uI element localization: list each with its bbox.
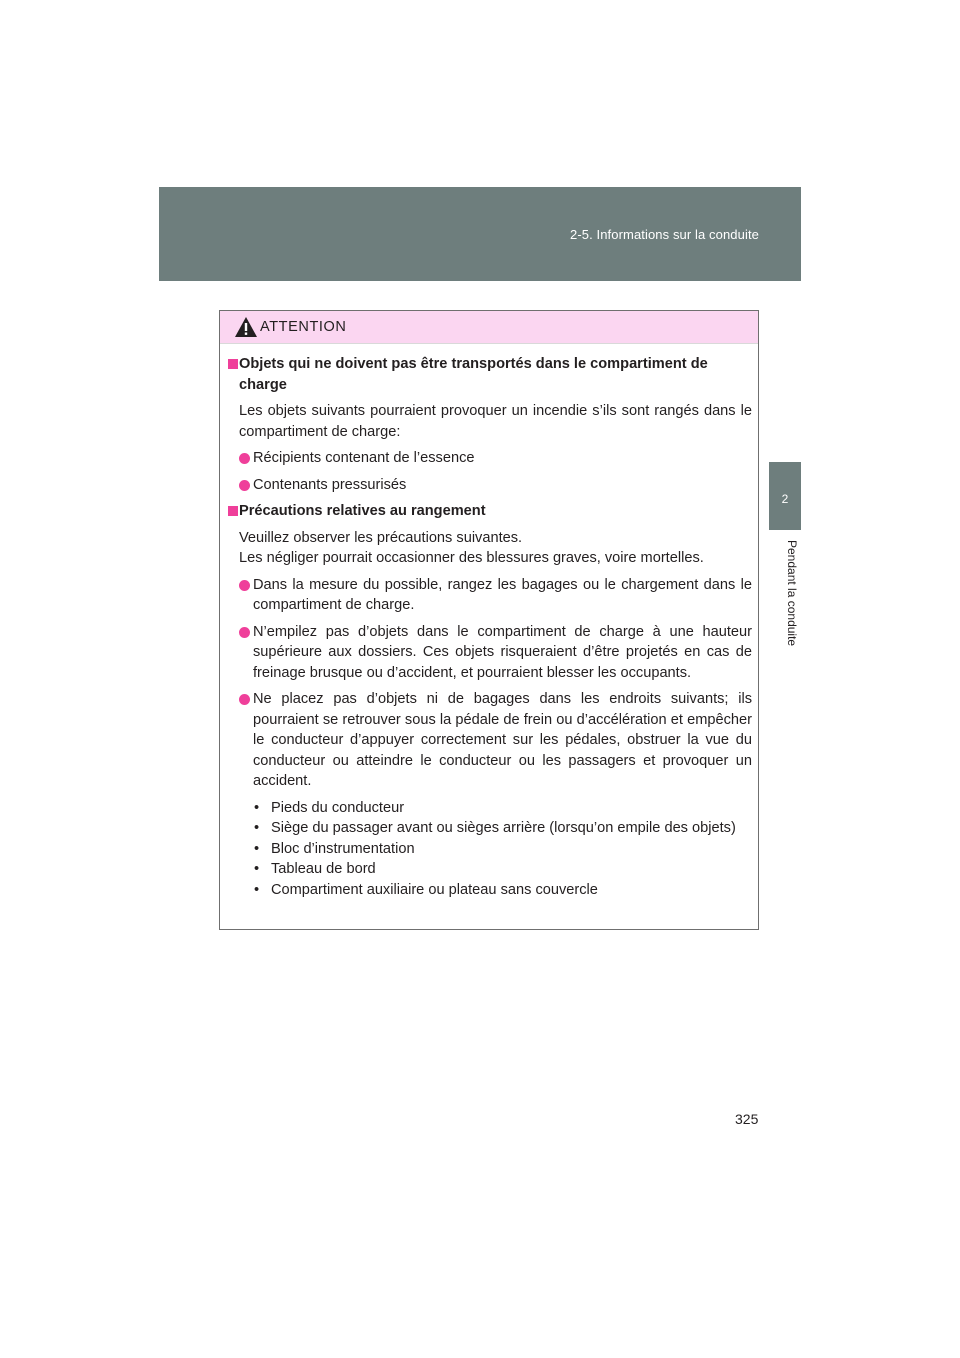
list-item: N’empilez pas d’objets dans le compartiment de charge à une hauteur supérieure aux dossiers. Ces objets risqueraient d’être projetés en cas de freinage brusque ou d’accident, et pourraient blesser les occupants. bbox=[228, 622, 752, 684]
circle-bullet-icon bbox=[239, 480, 250, 491]
sub-list-item: • Compartiment auxiliaire ou plateau sans couvercle bbox=[254, 881, 598, 898]
header-band bbox=[159, 187, 801, 281]
circle-bullet-icon bbox=[239, 580, 250, 591]
circle-bullet-icon bbox=[239, 627, 250, 638]
list-item: Dans la mesure du possible, rangez les bagages ou le chargement dans le compartiment de charge. bbox=[228, 575, 752, 616]
chapter-label-text: Pendant la conduite bbox=[785, 540, 799, 647]
section-heading: Précautions relatives au rangement bbox=[228, 501, 752, 522]
section-intro: Veuillez observer les précautions suivantes. Les négliger pourrait occasionner des blessures graves, voire mortelles. bbox=[239, 529, 704, 566]
circle-bullet-icon bbox=[239, 453, 250, 464]
list-item: Récipients contenant de l’essence bbox=[228, 448, 752, 469]
chapter-label bbox=[769, 540, 801, 690]
chapter-tab bbox=[769, 462, 801, 530]
square-bullet-icon bbox=[228, 506, 238, 516]
circle-bullet-icon bbox=[239, 694, 250, 705]
list-item: Contenants pressurisés bbox=[228, 475, 752, 496]
square-bullet-icon bbox=[228, 359, 238, 369]
sub-list-item: • Siège du passager avant ou sièges arrière (lorsqu’on empile des objets) bbox=[254, 820, 736, 836]
page-number: 325 bbox=[735, 1111, 759, 1127]
chapter-number: 2 bbox=[781, 492, 789, 506]
section-title: 2-5. Informations sur la conduite bbox=[569, 227, 759, 242]
warning-box bbox=[219, 310, 759, 930]
list-item: Ne placez pas d’objets ni de bagages dans les endroits suivants; ils pourraient se retrouver sous la pédale de frein ou d’accélération et empêcher le conducteur d’appuyer correctement sur les pédales, obstruer la vue du conducteur ou atteindre le conducteur ou les passagers et provoquer un accident. bbox=[228, 689, 752, 792]
sub-list-item: • Bloc d’instrumentation bbox=[254, 840, 415, 857]
section-intro: Les objets suivants pourraient provoquer un incendie s’ils sont rangés dans le compartiment de charge: bbox=[239, 403, 752, 440]
section-heading: Objets qui ne doivent pas être transportés dans le compartiment de charge bbox=[228, 354, 752, 395]
warning-triangle-icon bbox=[234, 316, 258, 338]
sub-list-item: • Pieds du conducteur bbox=[254, 799, 405, 816]
sub-list bbox=[228, 798, 752, 901]
warning-title: ATTENTION bbox=[260, 319, 347, 335]
warning-body bbox=[220, 344, 758, 900]
warning-header bbox=[220, 311, 758, 344]
sub-list-item: • Tableau de bord bbox=[254, 861, 376, 877]
